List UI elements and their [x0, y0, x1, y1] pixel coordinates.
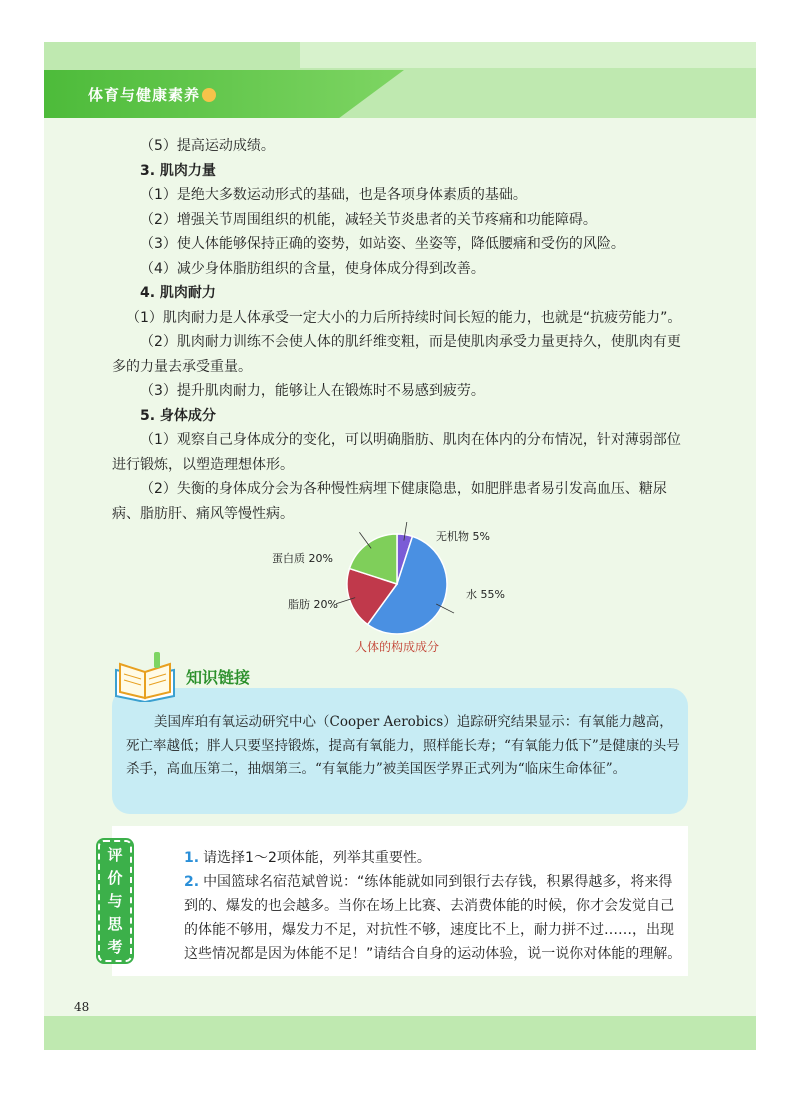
book-title	[88, 84, 216, 105]
question-number: 1.	[184, 850, 200, 866]
badge-icon	[202, 88, 216, 102]
question-text: 中国篮球名宿范斌曾说：“练体能就如同到银行去存钱，积累得越多，将来得到的、爆发的也会越多。当你在场上比赛、去消费体能的时候，你才会发觉自己的体能不够用，爆发力不足，对抗性不够，速度比不上，耐力拼不过……，出现这些情况都是因为体能不足！”请结合自身的运动体验，说一说你对体能的理解。	[184, 874, 682, 962]
open-book-icon	[112, 652, 178, 702]
body-line: （2）失衡的身体成分会为各种慢性病埋下健康隐患，如肥胖患者易引发高血压、糖尿病、脂肪肝、痛风等慢性病。	[112, 481, 667, 522]
body-line: （1）观察自己身体成分的变化，可以明确脂肪、肌肉在体内的分布情况，针对薄弱部位进行锻炼，以塑造理想体形。	[112, 432, 681, 473]
knowledge-paragraph: 美国库珀有氧运动研究中心（Cooper Aerobics）追踪研究结果显示：有氧能力越高，死亡率越低；胖人只要坚持锻炼，提高有氧能力，照样能长寿；“有氧能力低下”是健康的头号杀手，高血压第二，抽烟第三。“有氧能力”被美国医学界正式列为“临床生命体征”。	[126, 714, 680, 777]
question-number: 2.	[184, 874, 200, 890]
body-line: （3）使人体能够保持正确的姿势，如站姿、坐姿等，降低腰痛和受伤的风险。	[140, 236, 625, 252]
pie-label-fat: 脂肪 20%	[288, 598, 338, 611]
section-heading: 4. 肌肉耐力	[140, 285, 216, 301]
body-line: （1）肌肉耐力是人体承受一定大小的力后所持续时间长短的能力，也就是“抗疲劳能力”。	[126, 309, 682, 326]
book-title-text: 体育与健康素养	[88, 86, 201, 104]
knowledge-text	[126, 711, 682, 782]
pie-label-water: 水 55%	[466, 588, 505, 601]
chart-title: 人体的构成成分	[355, 640, 440, 654]
evaluation-side-label	[98, 840, 132, 962]
footer-band	[44, 1016, 756, 1050]
body-line: （2）增强关节周围组织的机能，减轻关节炎患者的关节疼痛和功能障碍。	[140, 211, 597, 228]
body-line: （4）减少身体脂肪组织的含量，使身体成分得到改善。	[140, 260, 485, 277]
evaluation-questions	[184, 846, 684, 966]
body-line: （1）是绝大多数运动形式的基础，也是各项身体素质的基础。	[140, 187, 527, 203]
body-line: （5）提高运动成绩。	[140, 138, 275, 154]
question-text: 请选择1～2项体能，列举其重要性。	[203, 850, 431, 866]
evaluation-side-text: 评价与思考	[107, 846, 123, 956]
body-line: （3）提升肌肉耐力，能够让人在锻炼时不易感到疲劳。	[140, 383, 485, 399]
pie-label-minerals: 无机物 5%	[436, 530, 490, 543]
question-2	[184, 870, 684, 966]
knowledge-title: 知识链接	[186, 668, 251, 687]
page-number: 48	[74, 1000, 90, 1014]
section-heading: 3. 肌肉力量	[140, 162, 216, 179]
pie-label-protein: 蛋白质 20%	[272, 552, 333, 565]
question-1	[184, 846, 684, 870]
body-line: （2）肌肉耐力训练不会使人体的肌纤维变粗，而是使肌肉承受力量更持久，使肌肉有更多的力量去承受重量。	[112, 334, 681, 375]
header-stripe	[300, 42, 756, 68]
body-text	[112, 134, 692, 526]
section-heading: 5. 身体成分	[140, 407, 216, 424]
